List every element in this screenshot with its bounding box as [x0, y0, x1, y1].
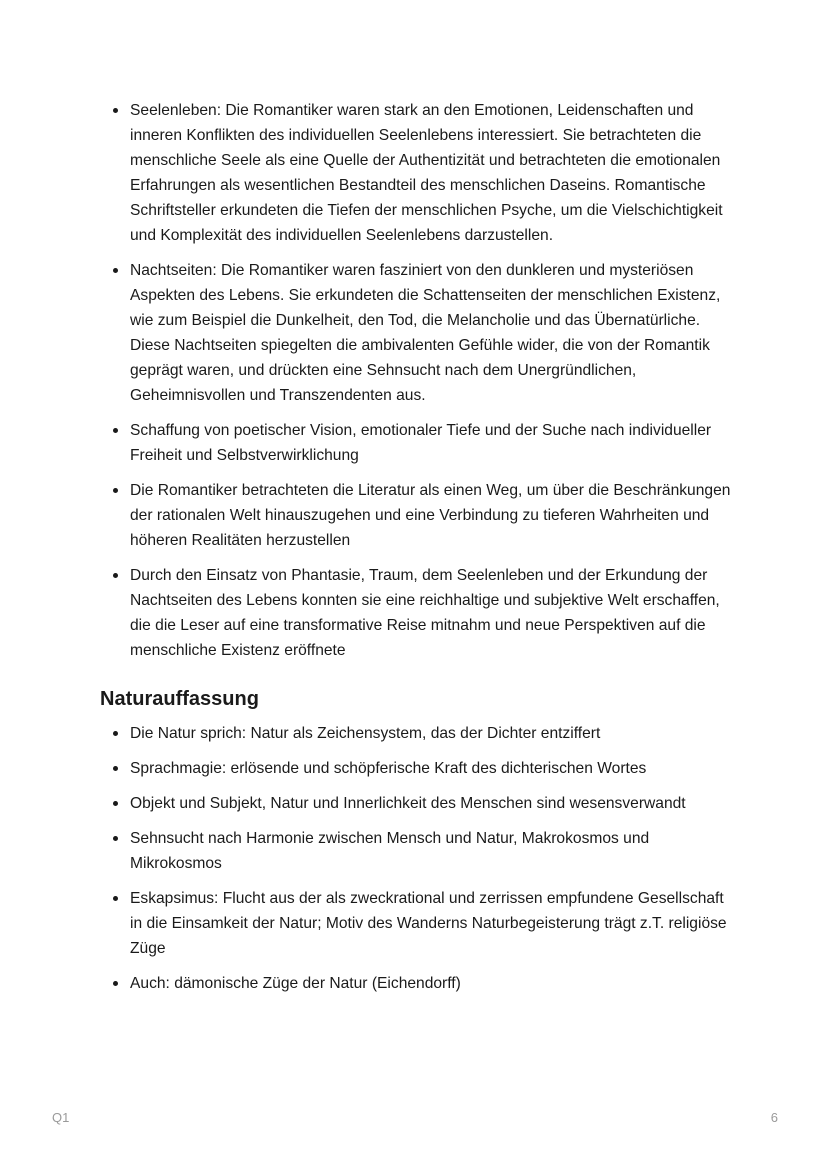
list-item: Auch: dämonische Züge der Natur (Eichendorff): [100, 971, 740, 996]
romantik-bullet-list: [100, 98, 740, 663]
list-item: Seelenleben: Die Romantiker waren stark an den Emotionen, Leidenschaften und inneren Konflikten des individuellen Seelenlebens interessiert. Sie betrachteten die menschliche Seele als eine Quelle der Authentizität und betrachteten die emotionalen Erfahrungen als wesentlichen Bestandteil des menschlichen Daseins. Romantische Schriftsteller erkundeten die Tiefen der menschlichen Psyche, um die Vielschichtigkeit und Komplexität des individuellen Seelenlebens darzustellen.: [100, 98, 740, 248]
list-item: Eskapsimus: Flucht aus der als zweckrational und zerrissen empfundene Gesellschaft in die Einsamkeit der Natur; Motiv des Wanderns Naturbegeisterung trägt z.T. religiöse Züge: [100, 886, 740, 961]
list-item: Die Romantiker betrachteten die Literatur als einen Weg, um über die Beschränkungen der rationalen Welt hinauszugehen und eine Verbindung zu tieferen Wahrheiten und höheren Realitäten herzustellen: [100, 478, 740, 553]
document-body: [100, 98, 740, 1006]
list-item: Objekt und Subjekt, Natur und Innerlichkeit des Menschen sind wesensverwandt: [100, 791, 740, 816]
list-item: Sehnsucht nach Harmonie zwischen Mensch und Natur, Makrokosmos und Mikrokosmos: [100, 826, 740, 876]
footer-course-label: Q1: [52, 1110, 70, 1125]
list-item: Die Natur sprich: Natur als Zeichensystem, das der Dichter entziffert: [100, 721, 740, 746]
list-item: Schaffung von poetischer Vision, emotionaler Tiefe und der Suche nach individueller Freiheit und Selbstverwirklichung: [100, 418, 740, 468]
list-item: Sprachmagie: erlösende und schöpferische Kraft des dichterischen Wortes: [100, 756, 740, 781]
naturauffassung-bullet-list: [100, 721, 740, 996]
footer-page-number: 6: [770, 1110, 778, 1125]
list-item: Nachtseiten: Die Romantiker waren fasziniert von den dunkleren und mysteriösen Aspekten des Lebens. Sie erkundeten die Schattenseiten der menschlichen Existenz, wie zum Beispiel die Dunkelheit, den Tod, die Melancholie und das Übernatürliche. Diese Nachtseiten spiegelten die ambivalenten Gefühle wider, die von der Romantik geprägt waren, und drückten eine Sehnsucht nach dem Unergründlichen, Geheimnisvollen und Transzendenten aus.: [100, 258, 740, 408]
section-heading: Naturauffassung: [100, 688, 259, 710]
list-item: Durch den Einsatz von Phantasie, Traum, dem Seelenleben und der Erkundung der Nachtseiten des Lebens konnten sie eine reichhaltige und subjektive Welt erschaffen, die die Leser auf eine transformative Reise mitnahm und neue Perspektiven auf die menschliche Existenz eröffnete: [100, 563, 740, 663]
